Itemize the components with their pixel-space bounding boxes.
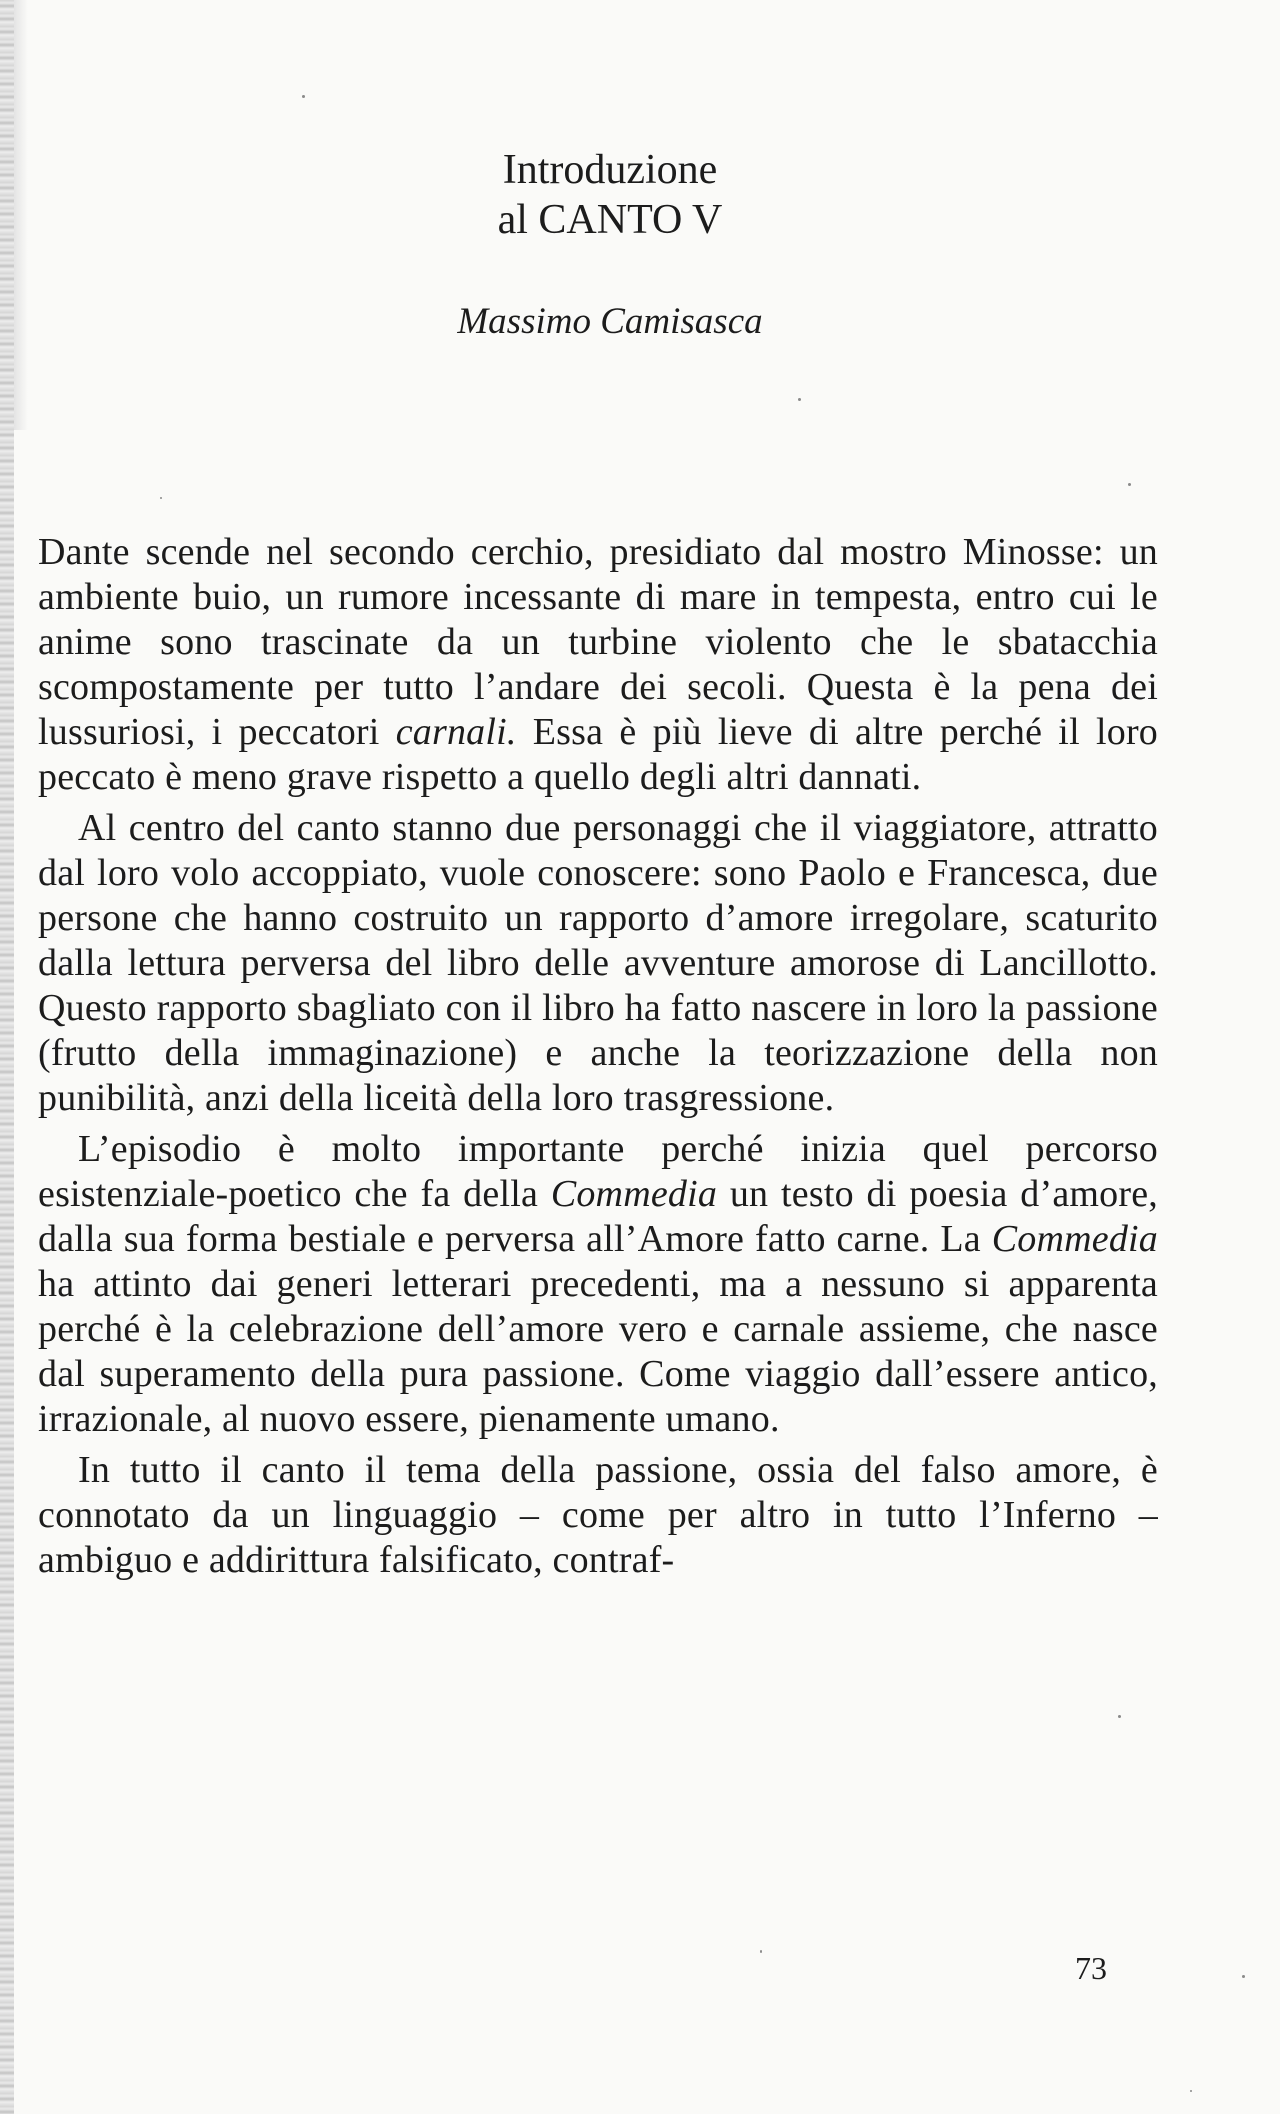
paragraph-1-text-b: Essa è più lieve di altre perché il loro peccato è meno grave rispetto a quello degli altri dannati. [38, 711, 1158, 798]
paragraph-3-italic-commedia-1: Commedia [550, 1173, 718, 1215]
scan-speck [1242, 1975, 1245, 1978]
page-number: 73 [1075, 1950, 1107, 1986]
paragraph-2: Al centro del canto stanno due personaggi che il viaggiatore, attratto dal loro volo accoppiato, vuole conoscere: sono Paolo e Francesca, due persone che hanno costruito un rapporto d’amore irregolare, scaturito dalla lettura perversa del libro delle avventure amorose di Lancillotto. Questo rapporto sbagliato con il libro ha fatto nascere in loro la passione (frutto della immaginazione) e anche la teorizzazione della non punibilità, anzi della liceità della loro trasgressione. [38, 807, 1158, 1119]
scan-speck [160, 497, 162, 499]
paragraph-3-italic-commedia-2: Commedia [991, 1218, 1158, 1260]
paragraph-3-text-b: un testo di poesia d’amore, dalla sua forma bestiale e perversa all’Amore fatto carne. La [38, 1173, 1159, 1260]
scan-speck [1128, 483, 1131, 486]
paragraph-1 [38, 530, 1158, 800]
paragraph-4: In tutto il canto il tema della passione, ossia del falso amore, è connotato da un linguaggio – come per altro in tutto l’Inferno – ambiguo e addirittura falsificato, contraf- [38, 1449, 1158, 1581]
paragraph-3-text-a: L’episodio è molto importante perché inizia quel percorso esistenziale-poetico che fa della [38, 1128, 1158, 1215]
author-name: Massimo Camisasca [457, 301, 763, 342]
scan-speck [302, 95, 305, 98]
paragraph-3 [38, 1127, 1158, 1442]
scan-speck [1190, 2090, 1192, 2092]
paragraph-1-italic-carnali: carnali. [395, 711, 517, 753]
scan-speck [798, 398, 801, 401]
title-line-2: al CANTO V [497, 197, 723, 243]
paragraph-1-text-a: Dante scende nel secondo cerchio, presidiato dal mostro Minosse: un ambiente buio, un rumore incessante di mare in tempesta, entro cui le anime sono trascinate da un turbine violento che le sbatacchia scompostamente per tutto l’andare dei secoli. Questa è la pena dei lussuriosi, i peccatori [38, 531, 1158, 753]
paragraph-3-text-c: ha attinto dai generi letterari precedenti, ma a nessuno si apparenta perché è la celebrazione dell’amore vero e carnale assieme, che nasce dal superamento della pura passione. Come viaggio dall’essere antico, irrazionale, al nuovo essere, pienamente umano. [38, 1263, 1158, 1440]
body-text [38, 530, 1158, 1589]
title-line-1: Introduzione [502, 147, 718, 193]
scan-speck [760, 1950, 762, 1953]
scan-speck [1118, 1715, 1121, 1718]
